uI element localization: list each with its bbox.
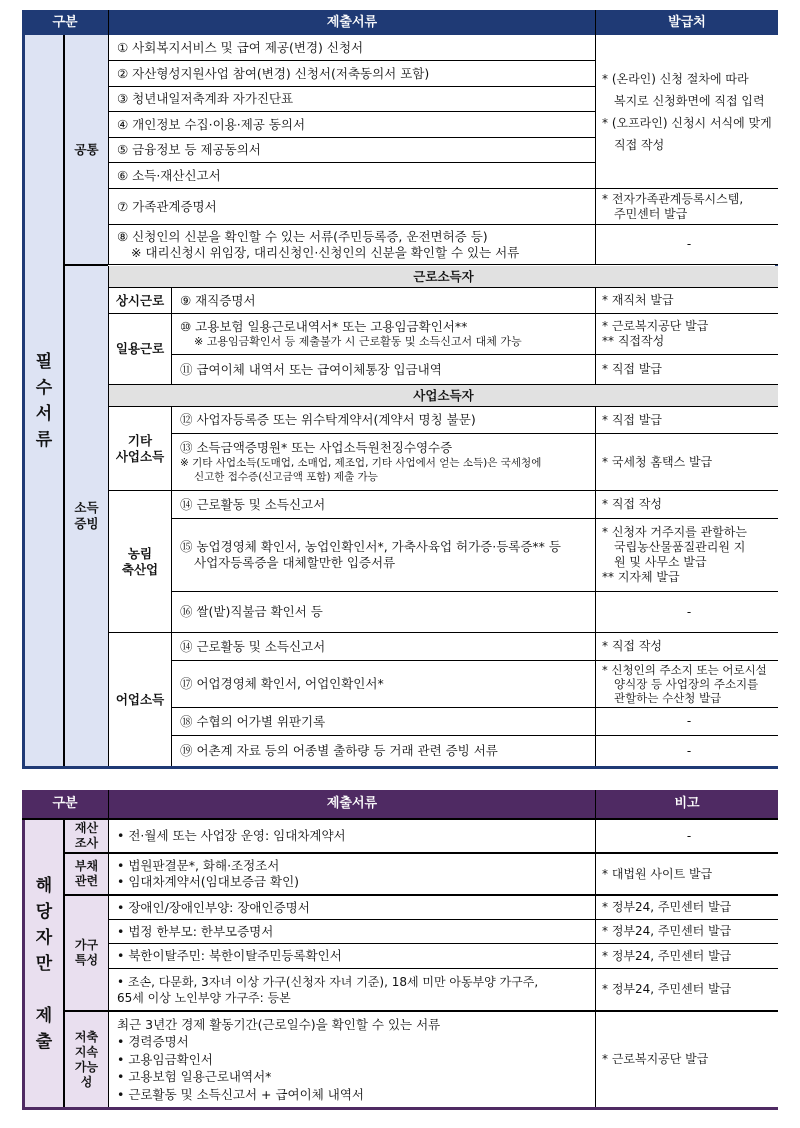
issuer-14-agri: * 직접 작성 xyxy=(595,491,778,519)
doc-item-4: ④ 개인정보 수집·이용·제공 동의서 xyxy=(108,112,595,138)
label-line: 지속 xyxy=(74,1044,99,1059)
household-remark-4: * 정부24, 주민센터 발급 xyxy=(595,969,778,1012)
household-label xyxy=(65,896,108,1012)
label-line: 증빙 xyxy=(74,516,99,531)
issuer-line: 복지로 신청화면에 직접 입력 xyxy=(614,93,765,108)
doc-item-15-text: 사업자등록증을 대체할만한 입증서류 xyxy=(194,555,396,570)
label-line: 저축 xyxy=(74,1029,99,1044)
issuer-line: * 신청자 거주지를 관할하는 xyxy=(602,525,747,539)
agriculture-label xyxy=(108,491,171,633)
daily-work-label: 일용근로 xyxy=(108,314,171,385)
other-business-label xyxy=(108,407,171,491)
sustainability-remark: * 근로복지공단 발급 xyxy=(595,1012,778,1107)
doc-item-14-fishery: ⑭ 근로활동 및 소득신고서 xyxy=(171,633,595,661)
doc-item-14-agri: ⑭ 근로활동 및 소득신고서 xyxy=(171,491,595,519)
issuer-11: * 직접 발급 xyxy=(595,355,778,385)
issuer-line: 원 및 사무소 발급 xyxy=(614,555,707,569)
label-char: 제 xyxy=(35,1005,53,1026)
sustainability-intro: 최근 3년간 경제 활동기간(근로일수)을 확인할 수 있는 서류 xyxy=(117,1016,441,1032)
doc-item-13-note: ※ 기타 사업소득(도매업, 소매업, 제조업, 기타 사업에서 얻는 소득)은 국세청에 xyxy=(180,457,542,469)
label-line: 가구 xyxy=(74,938,99,952)
debt-label xyxy=(65,854,108,896)
sustainability-doc-item: • 고용임금확인서 xyxy=(117,1051,213,1067)
issuer-12: * 직접 발급 xyxy=(595,407,778,434)
label-char: 당 xyxy=(35,901,53,922)
doc-item-5: ⑤ 금융정보 등 제공동의서 xyxy=(108,138,595,163)
label-char: 출 xyxy=(35,1031,53,1052)
debt-remark: * 대법원 사이트 발급 xyxy=(595,854,778,896)
label-line: 가능 xyxy=(74,1059,99,1074)
header-documents: 제출서류 xyxy=(108,10,595,35)
issuer-line: 양식장 등 사업장의 주소지를 xyxy=(614,677,759,691)
doc-item-15 xyxy=(171,519,595,592)
doc-item-12: ⑫ 사업자등록증 또는 위수탁계약서(계약서 명칭 불문) xyxy=(171,407,595,434)
issuer-19: - xyxy=(595,736,778,766)
issuer-14-fishery: * 직접 작성 xyxy=(595,633,778,661)
label-line: 사업소득 xyxy=(115,448,165,464)
doc-item-8-note: ※ 대리신청시 위임장, 대리신청인·신청인의 신분을 확인할 수 있는 서류 xyxy=(131,244,520,260)
issuer-line: * 신청인의 주소지 또는 어로시설 xyxy=(602,663,767,677)
label-char: 류 xyxy=(35,429,53,450)
doc-item-15-text: ⑮ 농업경영체 확인서, 농업인확인서*, 가축사육업 허가증·등록증** 등 xyxy=(180,539,561,554)
issuer-line: * (오프라인) 신청시 서식에 맞게 xyxy=(602,115,772,130)
header-documents: 제출서류 xyxy=(108,790,595,818)
debt-doc-item: • 임대차계약서(임대보증금 확인) xyxy=(117,874,300,889)
issuer-16: - xyxy=(595,592,778,633)
issuer-9: * 재직처 발급 xyxy=(595,288,778,314)
issuer-line: ** 직접작성 xyxy=(602,334,665,348)
doc-item-11: ⑪ 급여이체 내역서 또는 급여이체통장 입금내역 xyxy=(171,355,595,385)
section-wage-earners: 근로소득자 xyxy=(108,266,778,288)
doc-item-10-text: ⑩ 고용보험 일용근로내역서* 또는 고용임금확인서** xyxy=(180,319,468,334)
doc-item-13-note: 신고한 접수증(신고금액 포함) 제출 가능 xyxy=(194,471,378,483)
issuer-10 xyxy=(595,314,778,355)
header-category: 구분 xyxy=(22,790,108,818)
header-issuer: 발급처 xyxy=(595,10,778,35)
required-documents-table xyxy=(22,10,778,769)
issuer-line: 직접 작성 xyxy=(614,137,665,152)
household-doc-4-line: • 조손, 다문화, 3자녀 이상 가구(신청자 자녀 기준), 18세 미만 아동부양 가구주, xyxy=(117,974,539,989)
issuer-common-7 xyxy=(595,189,778,225)
issuer-line: 국립농산물품질관리원 지 xyxy=(614,540,746,554)
property-doc: • 전·월세 또는 사업장 운영: 임대차계약서 xyxy=(108,820,595,854)
required-docs-label xyxy=(25,35,63,766)
issuer-line: 주민센터 발급 xyxy=(614,206,688,221)
debt-docs xyxy=(108,854,595,896)
section-business-income: 사업소득자 xyxy=(108,385,778,407)
issuer-line: * 근로복지공단 발급 xyxy=(602,319,709,333)
sustainability-docs xyxy=(108,1012,595,1107)
common-label: 공통 xyxy=(65,35,108,265)
label-char: 서 xyxy=(35,403,53,424)
label-char: 만 xyxy=(35,953,53,974)
doc-item-13-text: ⑬ 소득금액증명원* 또는 사업소득원천징수영수증 xyxy=(180,440,453,455)
household-doc-4-line: 65세 이상 노인부양 가구주: 등본 xyxy=(117,990,291,1005)
sustainability-doc-item: • 근로활동 및 소득신고서 + 급여이체 내역서 xyxy=(117,1086,364,1102)
issuer-common-8: - xyxy=(595,225,778,265)
label-line: 특성 xyxy=(74,953,99,967)
label-line: 기타 xyxy=(127,432,153,448)
label-line: 관련 xyxy=(74,874,99,888)
household-remark-1: * 정부24, 주민센터 발급 xyxy=(595,896,778,920)
label-line: 부채 xyxy=(74,859,99,873)
household-doc-2: • 법정 한부모: 한부모증명서 xyxy=(108,920,595,944)
household-remark-3: * 정부24, 주민센터 발급 xyxy=(595,944,778,969)
label-char: 자 xyxy=(35,927,53,948)
doc-item-18: ⑱ 수협의 어가별 위판기록 xyxy=(171,708,595,736)
header-category: 구분 xyxy=(22,10,108,35)
doc-item-2: ② 자산형성지원사업 참여(변경) 신청서(저축동의서 포함) xyxy=(108,61,595,87)
label-char: 수 xyxy=(35,377,53,398)
conditional-docs-label xyxy=(25,820,63,1107)
issuer-13: * 국세청 홈택스 발급 xyxy=(595,434,778,491)
label-line: 축산업 xyxy=(121,561,159,577)
doc-item-7: ⑦ 가족관계증명서 xyxy=(108,189,595,225)
issuer-common-1-6 xyxy=(595,35,778,189)
label-line: 조사 xyxy=(74,836,99,850)
doc-item-10 xyxy=(171,314,595,355)
doc-item-13 xyxy=(171,434,595,491)
issuer-line: ** 지자체 발급 xyxy=(602,570,680,584)
doc-item-16: ⑯ 쌀(밭)직불금 확인서 등 xyxy=(171,592,595,633)
fishery-label: 어업소득 xyxy=(108,633,171,766)
debt-doc-item: • 법원판결문*, 화해·조정조서 xyxy=(117,858,280,873)
doc-item-1: ① 사회복지서비스 및 급여 제공(변경) 신청서 xyxy=(108,35,595,61)
label-line: 성 xyxy=(80,1074,93,1089)
sustainability-label xyxy=(65,1012,108,1107)
issuer-15 xyxy=(595,519,778,592)
income-proof-label xyxy=(65,266,108,766)
sustainability-doc-item: • 고용보험 일용근로내역서* xyxy=(117,1069,272,1085)
issuer-17 xyxy=(595,661,778,708)
doc-item-8-text: ⑧ 신청인의 신분을 확인할 수 있는 서류(주민등록증, 운전면허증 등) xyxy=(117,228,488,244)
doc-item-10-note: ※ 고용임금확인서 등 제출불가 시 근로활동 및 소득신고서 대체 가능 xyxy=(194,335,522,348)
regular-work-label: 상시근로 xyxy=(108,288,171,314)
doc-item-17: ⑰ 어업경영체 확인서, 어업인확인서* xyxy=(171,661,595,708)
issuer-line: 관할하는 수산청 발급 xyxy=(614,691,722,705)
sustainability-doc-item: • 경력증명서 xyxy=(117,1034,189,1050)
household-doc-3: • 북한이탈주민: 북한이탈주민등록확인서 xyxy=(108,944,595,969)
label-line: 농림 xyxy=(127,545,153,561)
label-char: 해 xyxy=(35,875,53,896)
property-remark: - xyxy=(595,820,778,854)
doc-item-6: ⑥ 소득·재산신고서 xyxy=(108,163,595,189)
doc-item-3: ③ 청년내일저축계좌 자가진단표 xyxy=(108,87,595,112)
label-line: 소득 xyxy=(74,500,99,515)
label-line: 재산 xyxy=(74,821,99,835)
conditional-documents-table xyxy=(22,790,778,1110)
property-label xyxy=(65,820,108,854)
label-char: 필 xyxy=(35,351,53,372)
issuer-18: - xyxy=(595,708,778,736)
household-doc-4 xyxy=(108,969,595,1012)
doc-item-8 xyxy=(108,225,595,265)
header-remarks: 비고 xyxy=(595,790,778,818)
doc-item-19: ⑲ 어촌계 자료 등의 어종별 출하량 등 거래 관련 증빙 서류 xyxy=(171,736,595,766)
issuer-line: * (온라인) 신청 절차에 따라 xyxy=(602,71,749,86)
doc-item-9: ⑨ 재직증명서 xyxy=(171,288,595,314)
household-remark-2: * 정부24, 주민센터 발급 xyxy=(595,920,778,944)
household-doc-1: • 장애인/장애인부양: 장애인증명서 xyxy=(108,896,595,920)
issuer-line: * 전자가족관계등록시스템, xyxy=(602,191,744,206)
